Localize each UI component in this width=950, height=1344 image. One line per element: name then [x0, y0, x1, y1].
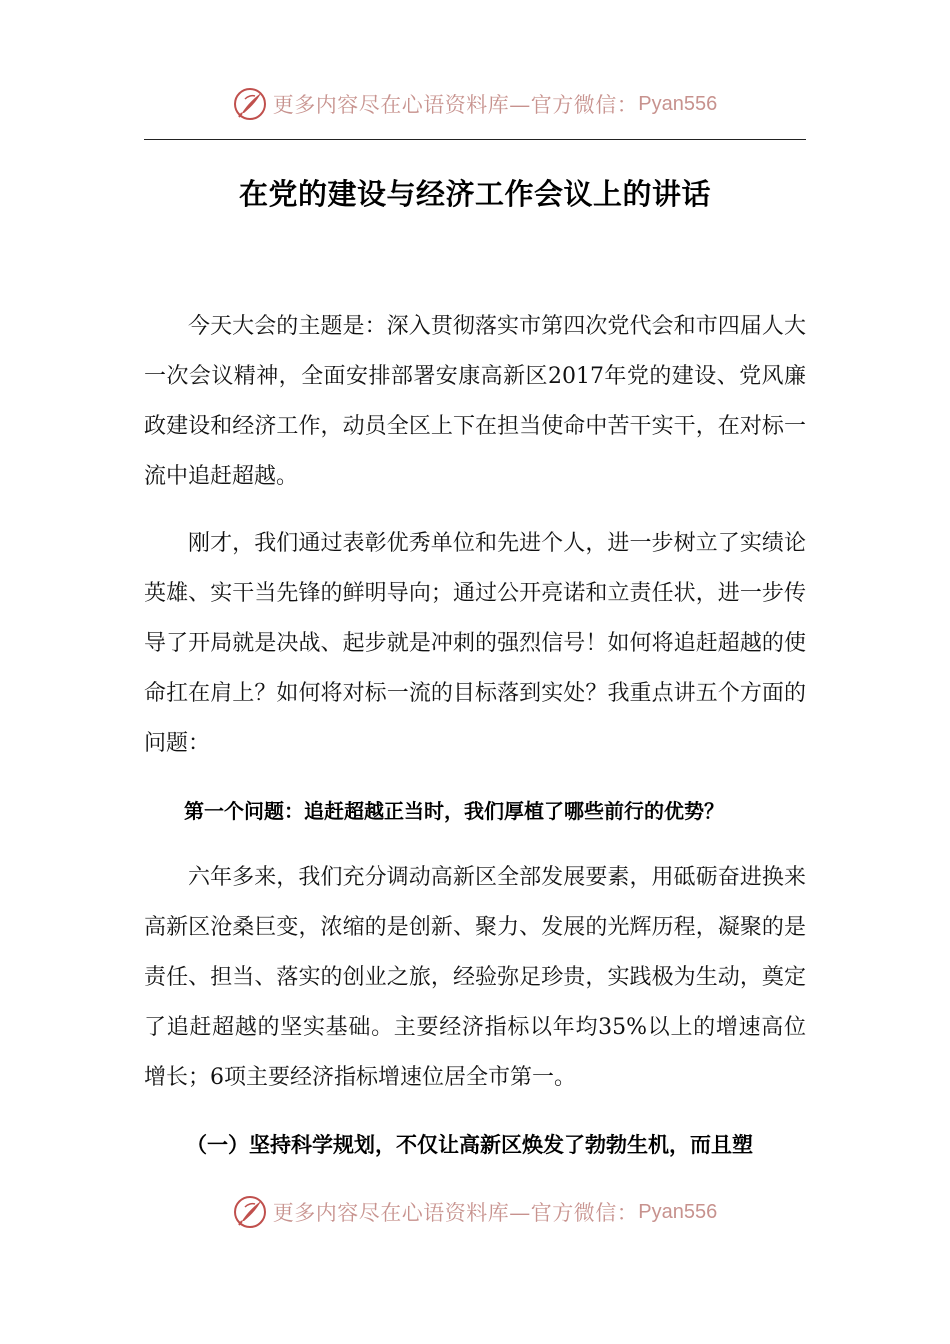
wechat-id: Pyan556: [638, 92, 718, 115]
wechat-id: Pyan556: [638, 1200, 718, 1223]
paragraph: 六年多来，我们充分调动高新区全部发展要素，用砥砺奋进换来高新区沧桑巨变，浓缩的是创新、聚力、发展的光辉历程，凝聚的是责任、担当、落实的创业之旅，经验弥足珍贵，实践极为生动，奠定了追赶超越的坚实基础。主要经济指标以年均35%以上的增速高位增长；6项主要经济指标增速位居全市第一。: [144, 865, 806, 1090]
banner-text: 更多内容尽在心语资料库—官方微信：: [272, 1201, 639, 1225]
subsection-heading: （一）坚持科学规划，不仅让高新区焕发了勃勃生机，而且塑: [186, 1133, 753, 1157]
quill-pen-logo-icon: [233, 1195, 267, 1229]
paragraph: 今天大会的主题是：深入贯彻落实市第四次党代会和市四届人大一次会议精神，全面安排部署安康高新区2017年党的建设、党风廉政建设和经济工作，动员全区上下在担当使命中苦干实干，在对标一流中追赶超越。: [144, 314, 806, 489]
banner-text: 更多内容尽在心语资料库—官方微信：: [272, 93, 639, 117]
paragraph: 刚才，我们通过表彰优秀单位和先进个人，进一步树立了实绩论英雄、实干当先锋的鲜明导向；通过公开亮诺和立责任状，进一步传导了开局就是决战、起步就是冲刺的强烈信号！如何将追赶超越的使命扛在肩上？如何将对标一流的目标落到实处？我重点讲五个方面的问题：: [144, 531, 806, 756]
quill-pen-logo-icon: [233, 87, 267, 121]
section-heading: 第一个问题：追赶超越正当时，我们厚植了哪些前行的优势？: [184, 799, 724, 823]
document-body: [144, 302, 806, 1170]
header-divider: [144, 139, 806, 140]
header-banner: [0, 82, 950, 126]
footer-banner: [0, 1190, 950, 1234]
document-title: 在党的建设与经济工作会议上的讲话: [238, 177, 711, 211]
